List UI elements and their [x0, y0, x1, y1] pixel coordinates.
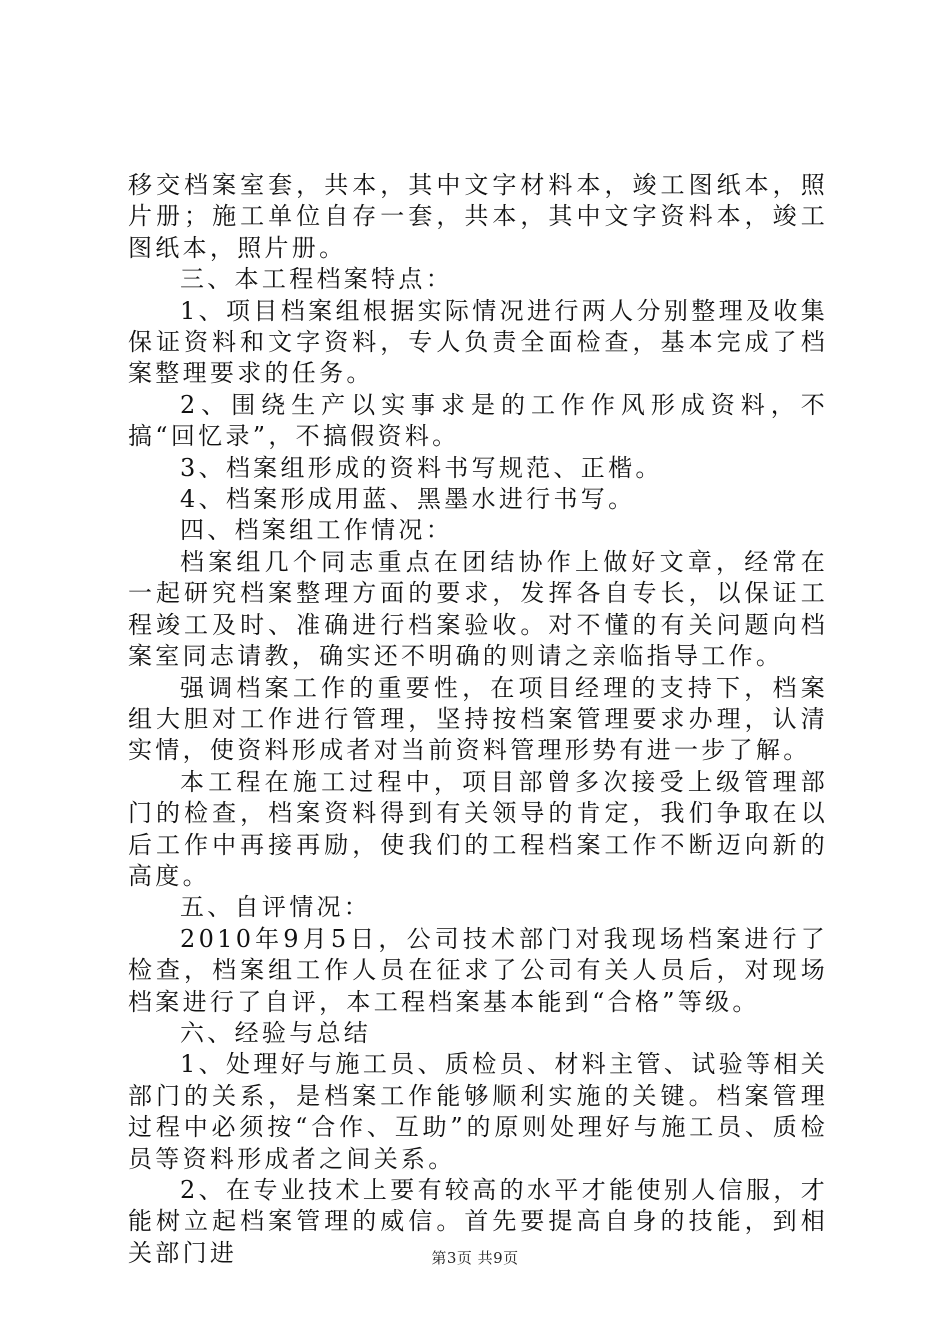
paragraph-5-1: 2010年9月5日，公司技术部门对我现场档案进行了检查，档案组工作人员在征求了公司有关人员后，对现场档案进行了自评，本工程档案基本能到“合格”等级。 — [128, 924, 828, 1016]
section-heading-6: 六、经验与总结 — [180, 1018, 372, 1047]
paragraph-4-3: 本工程在施工过程中，项目部曾多次接受上级管理部门的检查，档案资料得到有关领导的肯定，我们争取在以后工作中再接再励，使我们的工程档案工作不断迈向新的高度。 — [128, 767, 828, 890]
section-heading-3: 三、本工程档案特点： — [180, 265, 453, 294]
paragraph-3-4: 4、档案形成用蓝、黑墨水进行书写。 — [180, 485, 636, 514]
paragraph-3-3: 3、档案组形成的资料书写规范、正楷。 — [180, 453, 663, 482]
paragraph-6-2: 2、在专业技术上要有较高的水平才能使别人信服，才能树立起档案管理的威信。首先要提高自身的技能，到相关部门进 — [128, 1176, 828, 1267]
paragraph-6-1: 1、处理好与施工员、质检员、材料主管、试验等相关部门的关系，是档案工作能够顺利实施的关键。档案管理过程中必须按“合作、互助”的原则处理好与施工员、质检员等资料形成者之间关系。 — [128, 1050, 828, 1173]
page-number-footer: 第3页 共9页 — [431, 1249, 519, 1267]
section-heading-4: 四、档案组工作情况： — [180, 516, 453, 545]
document-body — [128, 170, 828, 1269]
paragraph-1: 移交档案室套，共本，其中文字材料本，竣工图纸本，照片册；施工单位自存一套，共本，其中文字资料本，竣工图纸本，照片册。 — [128, 171, 828, 262]
paragraph-4-1: 档案组几个同志重点在团结协作上做好文章，经常在一起研究档案整理方面的要求，发挥各自专长，以保证工程竣工及时、准确进行档案验收。对不懂的有关问题向档案室同志请教，确实还不明确的则请之亲临指导工作。 — [128, 547, 828, 671]
section-heading-5: 五、自评情况： — [180, 893, 372, 922]
paragraph-4-2: 强调档案工作的重要性，在项目经理的支持下，档案组大胆对工作进行管理，坚持按档案管理要求办理，认清实情，使资料形成者对当前资料管理形势有进一步了解。 — [128, 673, 828, 765]
paragraph-3-1: 1、项目档案组根据实际情况进行两人分别整理及收集保证资料和文字资料，专人负责全面检查，基本完成了档案整理要求的任务。 — [128, 296, 828, 388]
paragraph-3-2: 2、围绕生产以实事求是的工作作风形成资料，不搞“回忆录”，不搞假资料。 — [128, 390, 828, 451]
